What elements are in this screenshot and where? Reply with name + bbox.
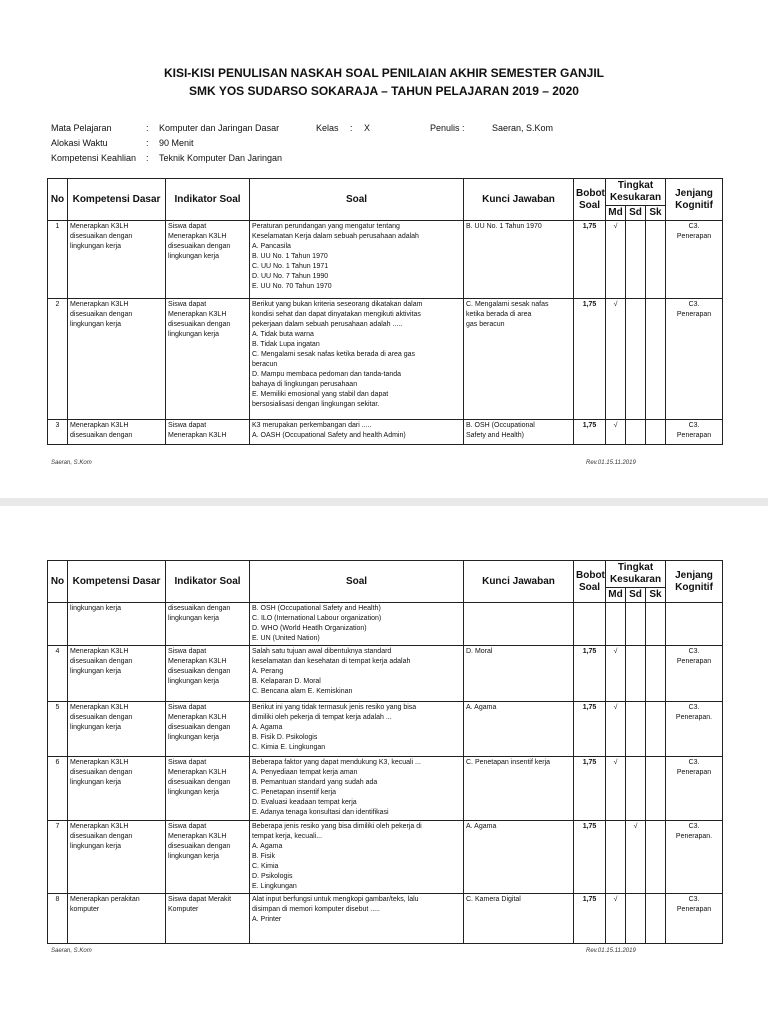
soal-line: A. Printer (252, 916, 282, 923)
col-bobot-header: Bobot Soal (574, 179, 606, 221)
md-check-cell (606, 603, 626, 646)
kunci-jawaban-cell (464, 221, 574, 299)
col-no-header: No (48, 179, 68, 221)
jenjang-line: C3. (688, 704, 700, 711)
soal-line: C. Penetapan insentif kerja (252, 789, 337, 796)
col-sk-header: Sk (646, 206, 666, 221)
kompetensi-dasar-cell (68, 646, 166, 702)
row-number: 7 (48, 821, 68, 894)
sk-check-cell (646, 420, 666, 445)
kunci-jawaban-cell (464, 603, 574, 646)
row-number: 4 (48, 646, 68, 702)
keahlian-label: Kompetensi Keahlian (51, 153, 137, 163)
kunci-jawaban-line: ketika berada di area (466, 311, 532, 318)
sd-check-cell (626, 603, 646, 646)
jenjang-line: C3. (688, 648, 700, 655)
col-kunci-header: Kunci Jawaban (464, 179, 574, 221)
soal-cell (250, 757, 464, 821)
jenjang-line: C3. (688, 301, 700, 308)
kompetensi-dasar-cell (68, 299, 166, 420)
kunci-jawaban-cell (464, 894, 574, 944)
jenjang-cell (666, 299, 723, 420)
indikator-cell (166, 646, 250, 702)
sk-check-cell (646, 894, 666, 944)
md-check-cell: √ (606, 894, 626, 944)
indikator-line: Menerapkan K3LH (168, 311, 227, 318)
footer-author: Saeran, S.Kom (51, 460, 92, 466)
indikator-line: disesuaikan dengan (168, 779, 231, 786)
kompetensi-dasar-line: lingkungan kerja (70, 724, 121, 731)
kompetensi-dasar-cell (68, 894, 166, 944)
indikator-cell (166, 603, 250, 646)
col-sd-header: Sd (626, 588, 646, 603)
kompetensi-dasar-cell (68, 702, 166, 757)
kompetensi-dasar-cell (68, 757, 166, 821)
kompetensi-dasar-line: Menerapkan K3LH (70, 759, 129, 766)
sk-check-cell (646, 299, 666, 420)
row-number: 3 (48, 420, 68, 445)
table-row (48, 299, 723, 420)
soal-line: B. Fisik D. Psikologis (252, 734, 318, 741)
kompetensi-dasar-line: komputer (70, 906, 100, 913)
bobot-cell: 1,75 (574, 757, 606, 821)
indikator-line: Siswa dapat (168, 223, 207, 230)
indikator-cell (166, 420, 250, 445)
bobot-cell: 1,75 (574, 420, 606, 445)
col-no-header: No (48, 561, 68, 603)
kunci-jawaban-line: C. Penetapan insentif kerja (466, 759, 551, 766)
col-sd-header: Sd (626, 206, 646, 221)
mapel-value: Komputer dan Jaringan Dasar (159, 123, 280, 133)
sd-check-cell (626, 894, 646, 944)
soal-line: C. UU No. 1 Tahun 1971 (252, 263, 329, 270)
soal-line: A. OASH (Occupational Safety and health Admin) (252, 432, 406, 439)
kompetensi-dasar-line: Menerapkan K3LH (70, 301, 129, 308)
kompetensi-dasar-line: lingkungan kerja (70, 243, 121, 250)
bobot-cell: 1,75 (574, 646, 606, 702)
soal-line: A. Perang (252, 668, 284, 675)
sd-check-cell (626, 221, 646, 299)
indikator-cell (166, 299, 250, 420)
jenjang-line: C3. (688, 223, 700, 230)
table-row (48, 757, 723, 821)
kisi-table-page-2 (47, 560, 723, 944)
jenjang-cell (666, 702, 723, 757)
soal-line: Salah satu tujuan awal dibentuknya standard (252, 648, 392, 655)
indikator-line: disesuaikan dengan (168, 243, 231, 250)
soal-line: C. ILO (International Labour organization) (252, 615, 382, 622)
jenjang-line: C3. (688, 896, 700, 903)
sk-check-cell (646, 702, 666, 757)
soal-line: D. UU No. 7 Tahun 1990 (252, 273, 329, 280)
sd-check-cell (626, 299, 646, 420)
sd-check-cell: √ (626, 821, 646, 894)
row-number: 6 (48, 757, 68, 821)
soal-line: beracun (252, 361, 278, 368)
soal-line: B. OSH (Occupational Safety and Health) (252, 605, 381, 612)
indikator-cell (166, 821, 250, 894)
kunci-jawaban-cell (464, 646, 574, 702)
kompetensi-dasar-line: disesuaikan dengan (70, 714, 133, 721)
row-number: 2 (48, 299, 68, 420)
col-bobot-header: Bobot Soal (574, 561, 606, 603)
indikator-line: disesuaikan dengan (168, 321, 231, 328)
col-tingkat-header: Tingkat Kesukaran (606, 561, 666, 588)
table-row (48, 821, 723, 894)
document-subtitle: SMK YOS SUDARSO SOKARAJA – TAHUN PELAJARAN 2019 – 2020 (189, 84, 579, 98)
jenjang-cell (666, 821, 723, 894)
soal-line: C. Mengalami sesak nafas ketika berada di area gas (252, 351, 416, 358)
bobot-cell: 1,75 (574, 894, 606, 944)
kompetensi-dasar-line: Menerapkan K3LH (70, 422, 129, 429)
indikator-line: Menerapkan K3LH (168, 833, 227, 840)
jenjang-cell (666, 646, 723, 702)
indikator-line: Siswa dapat (168, 648, 207, 655)
soal-line: Peraturan perundangan yang mengatur tentang (252, 223, 400, 230)
indikator-line: Menerapkan K3LH (168, 658, 227, 665)
soal-line: Beberapa jenis resiko yang bisa dimiliki oleh pekerja di (252, 823, 422, 830)
mapel-label: Mata Pelajaran (51, 123, 112, 133)
indikator-line: lingkungan kerja (168, 253, 219, 260)
waktu-value: 90 Menit (159, 138, 194, 148)
indikator-line: Menerapkan K3LH (168, 233, 227, 240)
indikator-line: lingkungan kerja (168, 615, 219, 622)
indikator-line: Siswa dapat (168, 759, 207, 766)
sd-check-cell (626, 420, 646, 445)
soal-line: C. Kimia E. Lingkungan (252, 744, 326, 751)
kompetensi-dasar-line: lingkungan kerja (70, 843, 121, 850)
kunci-jawaban-line: D. Moral (466, 648, 493, 655)
kelas-value: X (364, 123, 371, 133)
jenjang-line: C3. (688, 422, 700, 429)
sd-check-cell (626, 702, 646, 757)
colon: : (146, 138, 149, 148)
kelas-label: Kelas (316, 123, 339, 133)
kunci-jawaban-cell (464, 702, 574, 757)
kompetensi-dasar-line: disesuaikan dengan (70, 311, 133, 318)
soal-cell (250, 894, 464, 944)
sk-check-cell (646, 821, 666, 894)
kunci-jawaban-line: gas beracun (466, 321, 505, 328)
footer-author: Saeran, S.Kom (51, 948, 92, 954)
kompetensi-dasar-line: lingkungan kerja (70, 605, 121, 612)
sd-check-cell (626, 757, 646, 821)
indikator-line: Siswa dapat (168, 301, 207, 308)
table-row (48, 221, 723, 299)
soal-line: Berikut ini yang tidak termasuk jenis resiko yang bisa (252, 704, 417, 711)
kompetensi-dasar-cell (68, 821, 166, 894)
indikator-line: Siswa dapat (168, 704, 207, 711)
jenjang-line: Penerapan (676, 769, 712, 776)
kompetensi-dasar-line: lingkungan kerja (70, 321, 121, 328)
kunci-jawaban-cell (464, 299, 574, 420)
soal-line: E. Adanya tenaga konsultasi dan identifikasi (252, 809, 389, 816)
kunci-jawaban-line: B. UU No. 1 Tahun 1970 (466, 223, 542, 230)
row-number: 5 (48, 702, 68, 757)
md-check-cell: √ (606, 757, 626, 821)
soal-line: B. Fisik (252, 853, 275, 860)
soal-line: B. Tidak Lupa ingatan (252, 341, 320, 348)
kunci-jawaban-line: C. Mengalami sesak nafas (466, 301, 549, 308)
indikator-line: disesuaikan dengan (168, 724, 231, 731)
table-row (48, 894, 723, 944)
bobot-cell (574, 603, 606, 646)
sk-check-cell (646, 757, 666, 821)
indikator-cell (166, 221, 250, 299)
soal-line: E. UN (United Nation) (252, 635, 320, 642)
indikator-cell (166, 894, 250, 944)
soal-line: B. Pemantuan standard yang sudah ada (252, 779, 378, 786)
indikator-line: lingkungan kerja (168, 789, 219, 796)
kunci-jawaban-line: A. Agama (466, 704, 497, 711)
soal-line: A. Tidak buta warna (252, 331, 314, 338)
jenjang-line: Penerapan (676, 658, 712, 665)
bobot-cell: 1,75 (574, 299, 606, 420)
soal-cell (250, 821, 464, 894)
col-md-header: Md (606, 588, 626, 603)
row-number: 8 (48, 894, 68, 944)
colon: : (146, 123, 149, 133)
kunci-jawaban-cell (464, 420, 574, 445)
soal-line: E. UU No. 70 Tahun 1970 (252, 283, 332, 290)
kunci-jawaban-line: Safety and Health) (466, 432, 524, 439)
jenjang-line: C3. (688, 759, 700, 766)
soal-line: Beberapa faktor yang dapat mendukung K3, kecuali ... (252, 759, 421, 766)
footer-revision: Rev.01.15.11.2019 (586, 460, 636, 466)
soal-line: A. Agama (252, 724, 283, 731)
soal-line: kondisi sehat dan dapat dinyatakan mengikuti aktivitas (252, 311, 421, 318)
col-indikator-header: Indikator Soal (166, 561, 250, 603)
kompetensi-dasar-line: lingkungan kerja (70, 668, 121, 675)
row-number (48, 603, 68, 646)
col-kd-header: Kompetensi Dasar (68, 561, 166, 603)
table-row (48, 603, 723, 646)
indikator-line: lingkungan kerja (168, 734, 219, 741)
col-kunci-header: Kunci Jawaban (464, 561, 574, 603)
soal-line: B. UU No. 1 Tahun 1970 (252, 253, 328, 260)
soal-line: E. Memiliki emosional yang stabil dan dapat (252, 391, 389, 398)
md-check-cell: √ (606, 221, 626, 299)
sk-check-cell (646, 221, 666, 299)
indikator-line: Siswa dapat (168, 422, 207, 429)
soal-line: D. WHO (World Heatlh Organization) (252, 625, 367, 632)
jenjang-line: Penerapan (676, 311, 712, 318)
waktu-label: Alokasi Waktu (51, 138, 108, 148)
indikator-line: disesuaikan dengan (168, 668, 231, 675)
kompetensi-dasar-line: disesuaikan dengan (70, 769, 133, 776)
md-check-cell: √ (606, 299, 626, 420)
jenjang-line: Penerapan (676, 233, 712, 240)
jenjang-line: Penerapan. (675, 833, 713, 840)
bobot-cell: 1,75 (574, 702, 606, 757)
kunci-jawaban-cell (464, 821, 574, 894)
kunci-jawaban-line: A. Agama (466, 823, 497, 830)
table-row (48, 420, 723, 445)
md-check-cell: √ (606, 420, 626, 445)
soal-line: pekerjaan dalam sebuah perusahaan adalah ..... (252, 321, 403, 328)
penulis-label: Penulis : (430, 123, 465, 133)
kisi-table-page-1 (47, 178, 723, 445)
kompetensi-dasar-line: Menerapkan K3LH (70, 223, 129, 230)
indikator-line: Menerapkan K3LH (168, 432, 227, 439)
col-sk-header: Sk (646, 588, 666, 603)
soal-line: C. Bencana alam E. Kemiskinan (252, 688, 353, 695)
kompetensi-dasar-line: disesuaikan dengan (70, 233, 133, 240)
soal-line: D. Mampu membaca pedoman dan tanda-tanda (252, 371, 402, 378)
indikator-line: Menerapkan K3LH (168, 769, 227, 776)
soal-line: A. Penyediaan tempat kerja aman (252, 769, 358, 776)
col-jenjang-header: Jenjang Kognitif (666, 179, 723, 221)
colon: : (146, 153, 149, 163)
jenjang-cell (666, 420, 723, 445)
kompetensi-dasar-line: disesuaikan dengan (70, 658, 133, 665)
col-indikator-header: Indikator Soal (166, 179, 250, 221)
sk-check-cell (646, 646, 666, 702)
keahlian-value: Teknik Komputer Dan Jaringan (159, 153, 283, 163)
soal-line: tempat kerja, kecuali... (252, 833, 323, 840)
kompetensi-dasar-cell (68, 221, 166, 299)
soal-line: Berikut yang bukan kriteria seseorang dikatakan dalam (252, 301, 423, 308)
footer-revision: Rev.01.15.11.2019 (586, 948, 636, 954)
row-number: 1 (48, 221, 68, 299)
indikator-line: disesuaikan dengan (168, 605, 231, 612)
indikator-line: Siswa dapat (168, 823, 207, 830)
sd-check-cell (626, 646, 646, 702)
md-check-cell: √ (606, 646, 626, 702)
soal-cell (250, 299, 464, 420)
col-soal-header: Soal (250, 179, 464, 221)
col-soal-header: Soal (250, 561, 464, 603)
soal-line: disimpan di memori komputer disebut ..... (252, 906, 380, 913)
indikator-line: lingkungan kerja (168, 678, 219, 685)
kunci-jawaban-line: C. Kamera Digital (466, 896, 521, 903)
kompetensi-dasar-line: disesuaikan dengan (70, 833, 133, 840)
soal-cell (250, 702, 464, 757)
col-md-header: Md (606, 206, 626, 221)
soal-line: C. Kimia (252, 863, 279, 870)
page-2 (0, 506, 768, 1024)
kompetensi-dasar-cell (68, 420, 166, 445)
indikator-line: Menerapkan K3LH (168, 714, 227, 721)
kompetensi-dasar-line: Menerapkan K3LH (70, 704, 129, 711)
penulis-value: Saeran, S.Kom (492, 123, 554, 133)
kompetensi-dasar-cell (68, 603, 166, 646)
kompetensi-dasar-line: Menerapkan perakitan (70, 896, 140, 903)
indikator-line: lingkungan kerja (168, 331, 219, 338)
jenjang-cell (666, 757, 723, 821)
soal-line: E. Lingkungan (252, 883, 297, 890)
col-tingkat-header: Tingkat Kesukaran (606, 179, 666, 206)
soal-line: K3 merupakan perkembangan dari ..... (252, 422, 372, 429)
table-row (48, 702, 723, 757)
indikator-cell (166, 757, 250, 821)
soal-cell (250, 603, 464, 646)
col-kd-header: Kompetensi Dasar (68, 179, 166, 221)
jenjang-line: Penerapan. (675, 714, 713, 721)
bobot-cell: 1,75 (574, 821, 606, 894)
kompetensi-dasar-line: Menerapkan K3LH (70, 648, 129, 655)
jenjang-line: C3. (688, 823, 700, 830)
soal-line: D. Evaluasi keadaan tempat kerja (252, 799, 357, 806)
soal-line: A. Pancasila (252, 243, 291, 250)
soal-line: keselamatan dan kesehatan di tempat kerja adalah (252, 658, 411, 665)
soal-line: dimiliki oleh pekerja di tempat kerja adalah ... (252, 714, 392, 721)
soal-line: B. Kelaparan D. Moral (252, 678, 321, 685)
kompetensi-dasar-line: Menerapkan K3LH (70, 823, 129, 830)
indikator-line: Komputer (168, 906, 199, 913)
indikator-cell (166, 702, 250, 757)
page-1 (0, 0, 768, 498)
soal-line: D. Psikologis (252, 873, 293, 880)
jenjang-line: Penerapan (676, 906, 712, 913)
jenjang-cell (666, 221, 723, 299)
sk-check-cell (646, 603, 666, 646)
soal-line: bahaya di lingkungan perusahaan (252, 381, 358, 388)
soal-cell (250, 646, 464, 702)
col-jenjang-header: Jenjang Kognitif (666, 561, 723, 603)
bobot-cell: 1,75 (574, 221, 606, 299)
indikator-line: lingkungan kerja (168, 853, 219, 860)
soal-cell (250, 420, 464, 445)
soal-line: Alat input berfungsi untuk mengkopi gambar/teks, lalu (252, 896, 419, 903)
table-row (48, 646, 723, 702)
kompetensi-dasar-line: lingkungan kerja (70, 779, 121, 786)
kompetensi-dasar-line: disesuaikan dengan (70, 432, 133, 439)
jenjang-cell (666, 603, 723, 646)
soal-line: bersosialisasi dengan lingkungan sekitar. (252, 401, 380, 408)
soal-line: A. Agama (252, 843, 283, 850)
colon: : (350, 123, 353, 133)
indikator-line: disesuaikan dengan (168, 843, 231, 850)
indikator-line: Siswa dapat Merakit (168, 896, 232, 903)
md-check-cell: √ (606, 702, 626, 757)
soal-cell (250, 221, 464, 299)
md-check-cell (606, 821, 626, 894)
document-title: KISI-KISI PENULISAN NASKAH SOAL PENILAIAN AKHIR SEMESTER GANJIL (163, 66, 605, 80)
kunci-jawaban-cell (464, 757, 574, 821)
soal-line: Keselamatan Kerja dalam sebuah perusahaan adalah (252, 233, 419, 240)
jenjang-line: Penerapan (676, 432, 712, 439)
jenjang-cell (666, 894, 723, 944)
kunci-jawaban-line: B. OSH (Occupational (466, 422, 535, 429)
